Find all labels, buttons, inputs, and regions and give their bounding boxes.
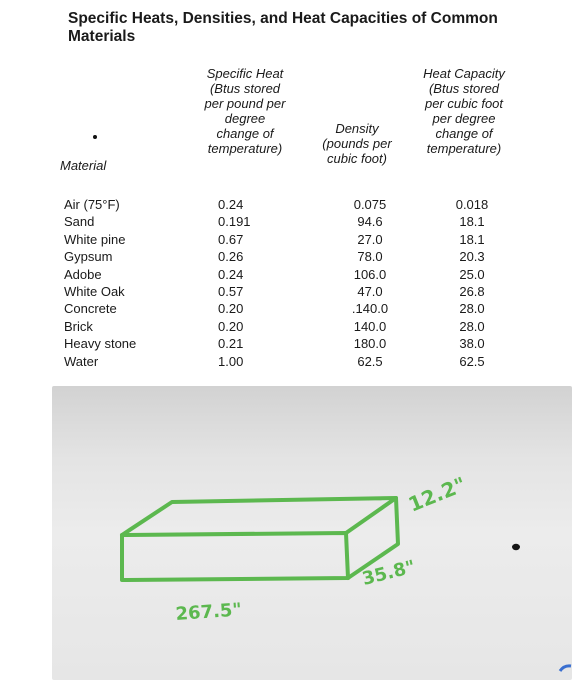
cell-specific-heat: 0.67	[218, 231, 244, 247]
whiteboard-photo	[52, 386, 572, 680]
cell-density: 27.0	[357, 231, 383, 247]
header-material: Material	[60, 158, 107, 173]
header-specific-heat: Specific Heat (Btus stored per pound per degree change of temperature)	[204, 66, 286, 156]
cell-material: Heavy stone	[64, 336, 137, 352]
cell-density: 78.0	[357, 249, 383, 265]
cell-heat-capacity: 62.5	[459, 353, 485, 369]
cell-specific-heat: 0.26	[218, 249, 244, 265]
table-row	[64, 248, 522, 265]
box-outline	[122, 498, 398, 580]
cell-heat-capacity: 0.018	[455, 197, 489, 212]
cell-material: Sand	[64, 214, 95, 230]
cell-specific-heat: 0.20	[218, 301, 244, 317]
bullet-dot	[93, 135, 97, 139]
cell-specific-heat: 0.20	[218, 318, 244, 334]
table-row	[64, 213, 522, 230]
width-label: 35.8"	[360, 556, 418, 590]
cell-specific-heat: 0.57	[218, 284, 244, 300]
header-heat-capacity: Heat Capacity (Btus stored per cubic foot per degree change of temperature)	[423, 66, 505, 156]
cell-heat-capacity: 18.1	[459, 231, 485, 247]
cell-density: 94.6	[357, 214, 383, 230]
cell-specific-heat: 0.24	[218, 197, 244, 212]
cell-heat-capacity: 18.1	[459, 214, 485, 230]
cell-material: White pine	[64, 231, 126, 247]
cell-specific-heat: 0.21	[218, 336, 244, 352]
length-label: 267.5"	[174, 599, 243, 625]
table-row	[64, 300, 522, 317]
table-row	[64, 353, 522, 370]
cell-heat-capacity: 26.8	[459, 284, 485, 300]
cell-heat-capacity: 25.0	[459, 266, 485, 282]
table-row	[64, 335, 522, 352]
cell-material: Air (75°F)	[64, 197, 120, 212]
table-row	[64, 196, 522, 213]
cell-heat-capacity: 20.3	[459, 249, 485, 265]
cell-material: Concrete	[64, 301, 117, 317]
cell-material: Brick	[64, 318, 93, 334]
cell-specific-heat: 1.00	[218, 353, 244, 369]
table-row	[64, 318, 522, 335]
cell-density: 140.0	[353, 318, 387, 334]
cell-material: Gypsum	[64, 249, 113, 265]
cell-density: 62.5	[357, 353, 383, 369]
blue-marker-mark	[560, 666, 571, 671]
document-title: Specific Heats, Densities, and Heat Capacities of Common Materials	[68, 10, 498, 45]
cell-heat-capacity: 38.0	[459, 336, 485, 352]
cell-specific-heat: 0.24	[218, 266, 244, 282]
box-sketch	[52, 386, 572, 680]
cell-heat-capacity: 28.0	[459, 301, 485, 317]
cell-density: 47.0	[357, 284, 383, 300]
cell-specific-heat: 0.191	[218, 214, 251, 230]
materials-table	[64, 196, 522, 370]
header-density: Density (pounds per cubic foot)	[322, 121, 392, 166]
height-label: 12.2"	[404, 471, 470, 517]
cell-density: 0.075	[353, 197, 387, 212]
cell-density: .140.0	[351, 301, 389, 317]
cell-material: White Oak	[64, 284, 125, 300]
table-row	[64, 231, 522, 248]
marker-dot	[512, 544, 520, 550]
table-row	[64, 283, 522, 300]
cell-density: 180.0	[353, 336, 387, 352]
table-row	[64, 266, 522, 283]
cell-material: Water	[64, 353, 99, 369]
cell-density: 106.0	[353, 266, 387, 282]
cell-heat-capacity: 28.0	[459, 318, 485, 334]
cell-material: Adobe	[64, 266, 102, 282]
